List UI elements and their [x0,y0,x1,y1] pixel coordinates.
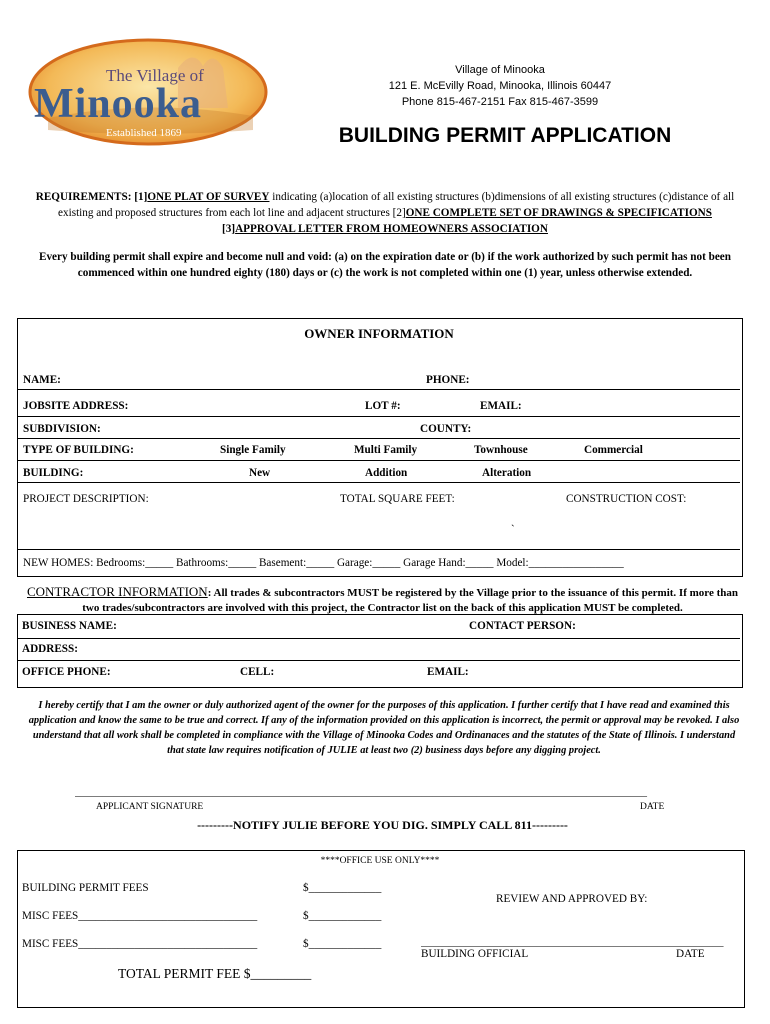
building-permit-fees-field[interactable]: $_____________ [303,882,382,894]
lot-label: LOT #: [365,400,401,412]
project-description-label: PROJECT DESCRIPTION: [23,493,149,505]
building-option-alteration[interactable]: Alteration [482,467,532,479]
office-use-heading: ****OFFICE USE ONLY**** [320,856,440,866]
jobsite-line[interactable] [18,416,740,417]
contact-person-label: CONTACT PERSON: [469,620,576,632]
total-permit-fee[interactable]: TOTAL PERMIT FEE $_________ [118,966,312,981]
owner-heading: OWNER INFORMATION [304,326,454,341]
contractor-intro [20,584,745,616]
expiration-notice: Every building permit shall expire and become null and void: (a) on the expiration date or (b) if the work authorized by such permit has not been commenced within one hundred eighty (180) days or (c) the work is not completed within one (1) year, unless otherwise extended. [39,251,731,279]
requirements [35,189,735,237]
certification-text: I hereby certify that I am the owner or duly authorized agent of the owner for the purposes of this application. I further certify that I have read and examined this application and know the same to be true and correct. If any of the information provided on this application is incorrect, the permit or approval may be revoked. I also understand that all work shall be completed in compliance with the Village of Minooka Codes and Ordinanaces and the statutes of the State of Illinois. I understand that state law requires notification of JULIE at least two (2) business days before any digging project. [28,700,740,756]
org-address: 121 E. McEvilly Road, Minooka, Illinois 60447 [388,80,612,92]
building-line [18,482,740,483]
misc-fees-2-label[interactable]: MISC FEES________________________________ [22,938,258,950]
total-square-feet-label: TOTAL SQUARE FEET: [340,493,455,505]
req-item2: ONE COMPLETE SET OF DRAWINGS & SPECIFICATIONS [405,207,712,219]
review-approved-label: REVIEW AND APPROVED BY: [496,893,648,905]
req-item3: APPROVAL LETTER FROM HOMEOWNERS ASSOCIATION [235,223,548,235]
signature-line[interactable]: ________________________________________________________________________________________________________ [75,786,647,798]
building-official-label: BUILDING OFFICIAL [421,948,529,960]
building-option-new[interactable]: New [249,467,271,479]
official-date-label: DATE [676,948,705,960]
req-text1: indicating (a)location of all existing structures (b)dimensions of all existing structures (c)distance of all existing and proposed structures from each lot line and adjacent structures [2] [58,191,735,219]
logo-line2: Minooka [34,81,203,127]
org-name: Village of Minooka [455,64,545,76]
logo-line1: The Village of [106,66,204,85]
org-phone: Phone 815-467-2151 Fax 815-467-3599 [401,96,599,108]
county-label: COUNTY: [420,423,472,435]
name-label: NAME: [23,374,61,386]
subdivision-line[interactable] [18,438,740,439]
contractor-heading: CONTRACTOR INFORMATION [26,584,208,599]
misc-fees-1-field[interactable]: $_____________ [303,910,382,922]
type-option-townhouse[interactable]: Townhouse [474,444,528,456]
address-line[interactable] [18,660,740,661]
logo-line3: Established 1869 [106,127,182,139]
contractor-email-label: EMAIL: [427,666,469,678]
stray-mark: ` [511,524,515,536]
email-label: EMAIL: [480,400,522,412]
type-option-multi-family[interactable]: Multi Family [354,444,418,456]
req-prefix: REQUIREMENTS: [1] [35,191,148,203]
req-text2: [3] [222,223,236,235]
page-title: BUILDING PERMIT APPLICATION [338,124,672,147]
office-use-section [17,850,745,1008]
contractor-address-label: ADDRESS: [22,643,78,655]
contractor-note: : All trades & subcontractors MUST be registered by the Village prior to the issuance of this permit. If more than two trades/subcontractors are involved with this project, the Contractor list on the back of this application MUST be completed. [82,587,738,614]
req-item1: ONE PLAT OF SURVEY [147,191,270,203]
misc-fees-2-field[interactable]: $_____________ [303,938,382,950]
signature-date-label: DATE [640,802,665,812]
business-line[interactable] [18,638,740,639]
business-name-label: BUSINESS NAME: [22,620,117,632]
julie-notice: ---------NOTIFY JULIE BEFORE YOU DIG. SIMPLY CALL 811--------- [197,818,568,832]
cell-label: CELL: [240,666,275,678]
type-option-commercial[interactable]: Commercial [584,444,643,456]
type-building-label: TYPE OF BUILDING: [23,444,134,456]
construction-cost-label: CONSTRUCTION COST: [566,493,687,505]
subdivision-label: SUBDIVISION: [23,423,101,435]
jobsite-label: JOBSITE ADDRESS: [23,400,129,412]
type-line [18,460,740,461]
building-label: BUILDING: [23,467,84,479]
project-line [18,549,740,550]
new-homes-row[interactable]: NEW HOMES: Bedrooms:_____ Bathrooms:_____ Basement:_____ Garage:_____ Garage Hand:_____ Model:_________________ [23,557,624,569]
misc-fees-1-label[interactable]: MISC FEES________________________________ [22,910,258,922]
building-permit-fees-label: BUILDING PERMIT FEES [22,882,149,894]
building-option-addition[interactable]: Addition [365,467,408,479]
office-phone-label: OFFICE PHONE: [22,666,111,678]
type-option-single-family[interactable]: Single Family [220,444,286,456]
applicant-signature-label: APPLICANT SIGNATURE [96,802,204,812]
name-line[interactable] [18,389,740,390]
official-signature-line[interactable]: _______________________________________________________ [421,936,724,948]
contractor-section [17,614,743,688]
village-logo [28,38,268,148]
phone-label: PHONE: [426,374,470,386]
